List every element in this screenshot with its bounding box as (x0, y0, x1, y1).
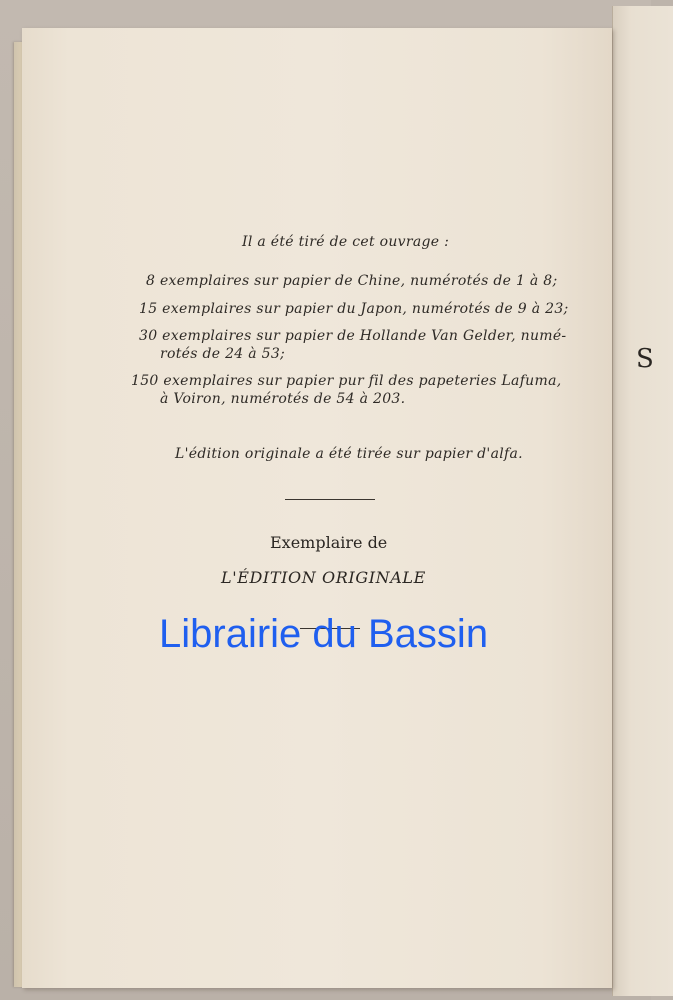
book-page (22, 28, 612, 988)
intro-text: Il a été tiré de cet ouvrage : (242, 234, 450, 250)
divider-top (285, 499, 375, 500)
edition-originale-label: L'ÉDITION ORIGINALE (221, 568, 426, 587)
facing-page-letter: S (636, 344, 654, 374)
seller-watermark: Librairie du Bassin (159, 612, 489, 656)
edition-line-hollande-wrap: rotés de 24 à 53; (160, 346, 286, 362)
edition-line-chine: 8 exemplaires sur papier de Chine, numérotés de 1 à 8; (146, 273, 558, 289)
edition-line-lafuma-wrap: à Voiron, numérotés de 54 à 203. (160, 391, 406, 407)
exemplaire-label: Exemplaire de (270, 533, 388, 552)
edition-line-japon: 15 exemplaires sur papier du Japon, numérotés de 9 à 23; (139, 301, 569, 317)
facing-page (612, 6, 673, 996)
alfa-note: L'édition originale a été tirée sur papier d'alfa. (175, 446, 523, 462)
edition-line-lafuma: 150 exemplaires sur papier pur fil des papeteries Lafuma, (131, 373, 562, 389)
edition-line-hollande: 30 exemplaires sur papier de Hollande Van Gelder, numé- (139, 328, 567, 344)
